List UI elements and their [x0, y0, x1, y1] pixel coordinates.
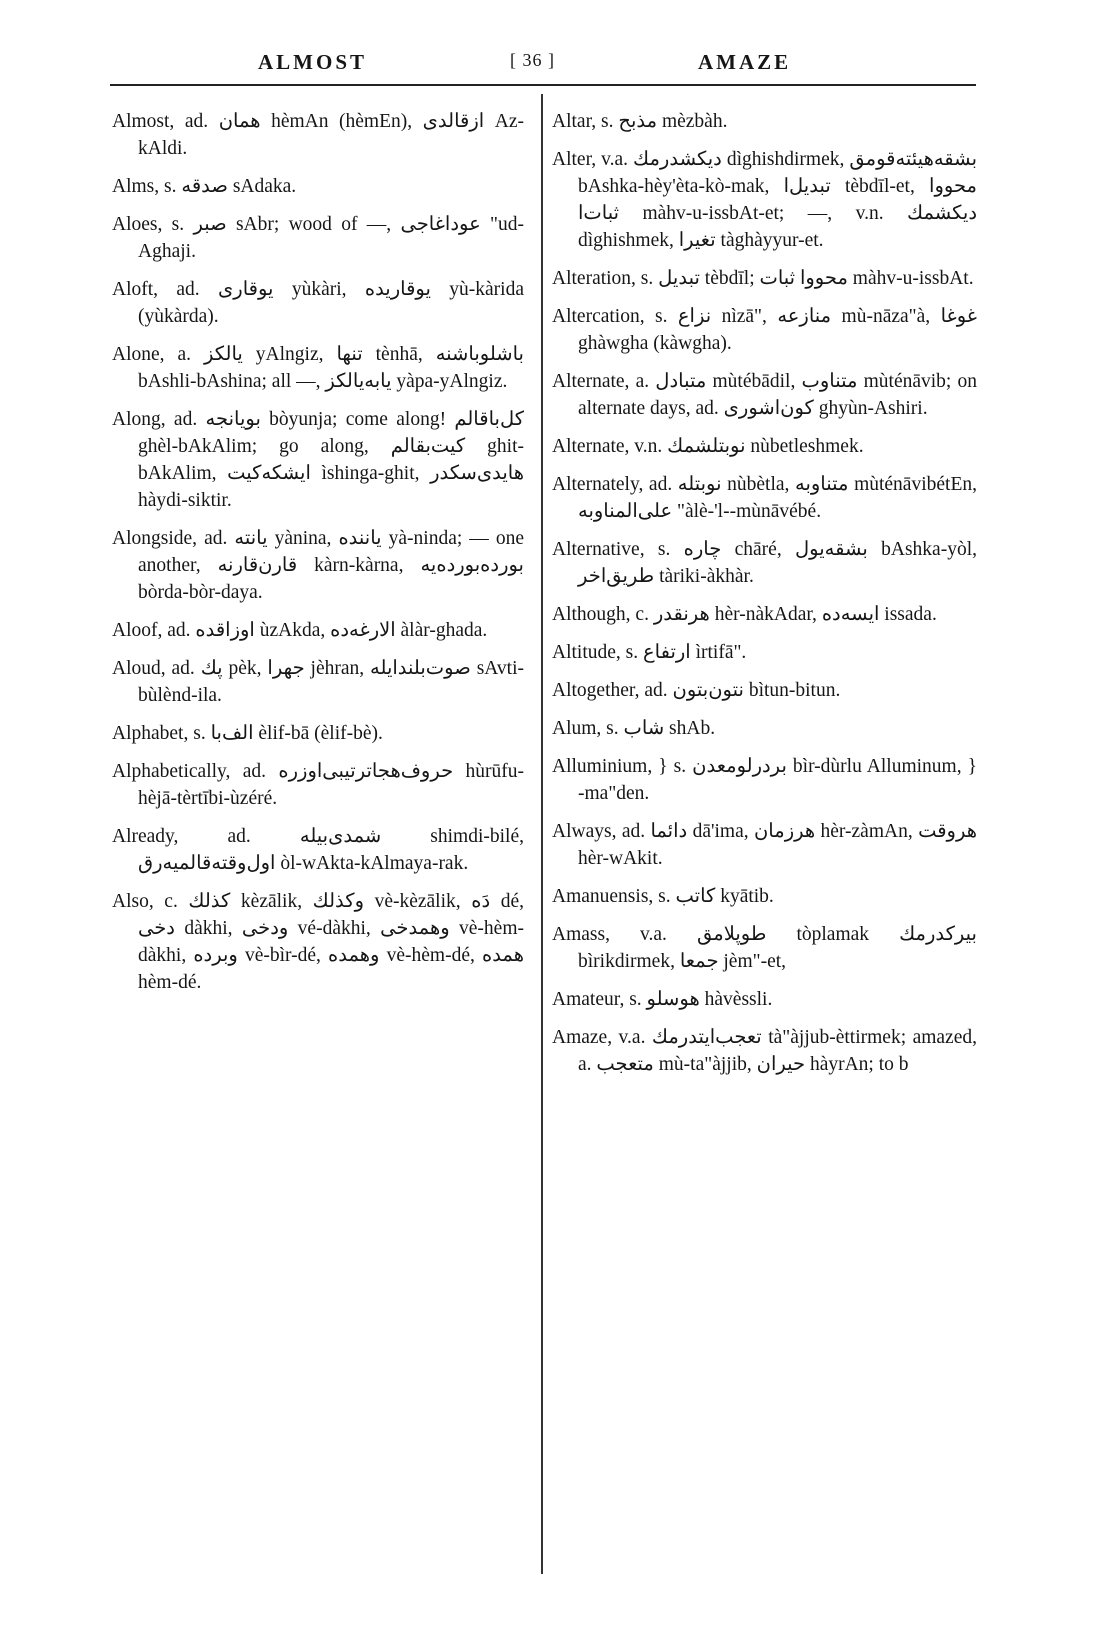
entry-alternately: Alternately, ad. نوبتله nùbètla, متناوبه mùténāvibétEn, على‌المناوبه "àlè-'l--mùnāvébé. [552, 474, 977, 522]
entry-alphabet: Alphabet, s. الف‌با èlif-bā (èlif-bè). [112, 723, 383, 744]
entry-alluminium: Alluminium, } s. بردرلومعدن bìr-dùrlu Alluminum, } -ma"den. [552, 756, 977, 804]
entry-alteration: Alteration, s. تبديل tèbdīl; محووا ثبات màhv-u-issbAt. [552, 268, 974, 289]
right-column [552, 108, 977, 1089]
entry-amanuensis: Amanuensis, s. كاتب kyātib. [552, 886, 774, 907]
entry-amateur: Amateur, s. هوسلو hàvèssli. [552, 989, 773, 1010]
entry-altar: Altar, s. مذبح mèzbàh. [552, 111, 728, 132]
entry-alone: Alone, a. يالكز yAlngiz, تنها tènhā, باشلوباشنه bAshli-bAshina; all —, يابه‌يالكز yàpa-yAlngiz. [112, 344, 524, 392]
entry-aloud: Aloud, ad. پك pèk, جهرا jèhran, صوت‌بلندايله sAvti-bùlènd-ila. [112, 658, 524, 706]
header-right-word: AMAZE [698, 50, 792, 74]
entry-aloes: Aloes, s. صبر sAbr; wood of —, عوداغاجی "ud-Aghaji. [112, 214, 524, 262]
entry-alternate-verb: Alternate, v.n. نوبتلشمك nùbetleshmek. [552, 436, 864, 457]
entry-amass: Amass, v.a. طوپلامق tòplamak بيركدرمك bìrikdirmek, جمعا jèm"-et, [552, 924, 977, 972]
entry-along: Along, ad. بويانجه bòyunja; come along! كل‌باقالم ghèl-bAkAlim; go along, كيت‌بقالم ghit-bAkAlim, ايشكه‌كيت ìshinga-ghit, هايدى‌سكدر hàydi-siktir. [112, 409, 524, 511]
entry-alms: Alms, s. صدقه sAdaka. [112, 176, 297, 197]
entry-alum: Alum, s. شاب shAb. [552, 718, 716, 739]
header-rule [110, 84, 976, 86]
entry-alter: Alter, v.a. ديكشدرمك dìghishdirmek, بشقه‌هيئته‌قومق bAshka-hèy'èta-kò-mak, تبديل‌ا tèbdīl-et, محووا ثبات‌ا màhv-u-issbAt-et; —, v.n. ديكشمك dìghishmek, تغيرا tàghàyyur-et. [552, 149, 977, 251]
entry-also: Also, c. كذلك kèzālik, وكذلك vè-kèzālik, دَه dé, دخى dàkhi, ودخى vé-dàkhi, وهمدخى vè-hèm-dàkhi, وبرده vè-bìr-dé, وهمده vè-hèm-dé, همده hèm-dé. [112, 891, 525, 993]
header-left-word: ALMOST [258, 50, 368, 74]
entry-alternative: Alternative, s. چاره chāré, بشقه‌يول bAshka-yòl, طريق‌اخر tàriki-àkhàr. [552, 539, 977, 587]
entry-altercation: Altercation, s. نزاع nìzā", منازعه mù-nāza"à, غوغا ghàwgha (kàwgha). [552, 306, 977, 354]
page-header [0, 44, 1113, 84]
entry-alphabetically: Alphabetically, ad. حروف‌هجاترتيبى‌اوزره hùrūfu-hèjā-tèrtībi-ùzéré. [112, 761, 525, 809]
entry-amaze: Amaze, v.a. تعجب‌ايتدرمك tà"àjjub-èttirmek; amazed, a. متعجب mù-ta"àjjib, حيران hàyrAn; to b [552, 1027, 977, 1075]
column-divider [541, 94, 543, 1574]
entry-aloof: Aloof, ad. اوزاقده ùzAkda, الارغه‌ده àlàr-ghada. [112, 620, 488, 641]
entry-alongside: Alongside, ad. يانته yànina, ياننده yà-ninda; — one another, قارن‌قارنه kàrn-kàrna, بورده‌بورده‌يه bòrda-bòr-daya. [112, 528, 524, 603]
entry-already: Already, ad. شمدى‌بيله shimdi-bilé, اول‌وقته‌قالميه‌رق òl-wAkta-kAlmaya-rak. [112, 826, 524, 874]
left-column [112, 108, 524, 1007]
page-number: [ 36 ] [510, 50, 555, 70]
entry-alternate-adj: Alternate, a. متبادل mùtébādil, متناوب mùténāvib; on alternate days, ad. كون‌اشورى ghyùn-Ashiri. [552, 371, 978, 419]
entry-aloft: Aloft, ad. يوقارى yùkàri, يوقاريده yù-kàrida (yùkàrda). [112, 279, 524, 327]
entry-almost: Almost, ad. همان hèmAn (hèmEn), ازقالدی Az-kAldi. [112, 111, 524, 159]
entry-altitude: Altitude, s. ارتفاع ìrtifā". [552, 642, 747, 663]
entry-always: Always, ad. دائما dā'ima, هرزمان hèr-zàmAn, هروقت hèr-wAkit. [552, 821, 978, 869]
entry-although: Although, c. هرنقدر hèr-nàkAdar, ايسه‌ده issada. [552, 604, 937, 625]
entry-altogether: Altogether, ad. نتون‌بتون bìtun-bitun. [552, 680, 841, 701]
